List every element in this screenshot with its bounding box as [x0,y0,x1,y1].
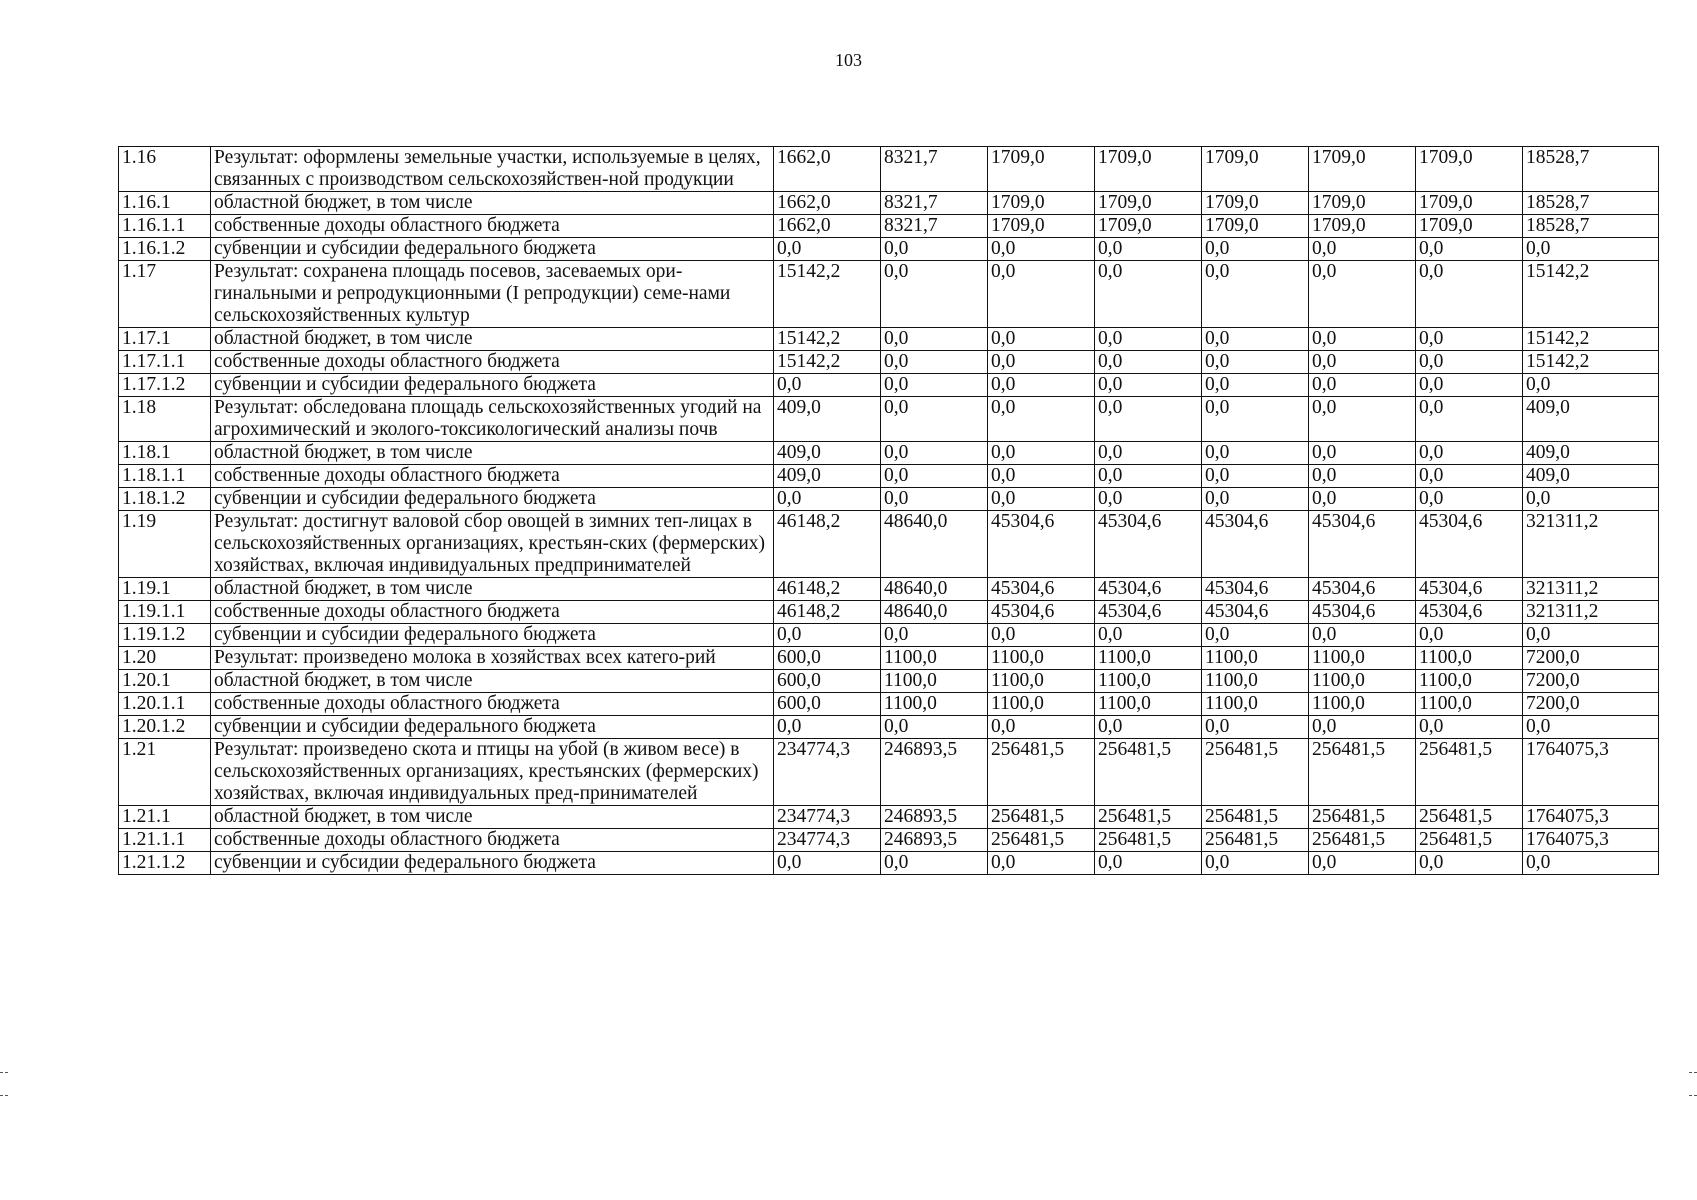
row-code-cell: 1.20 [119,647,211,670]
row-value-cell: 15142,2 [774,328,881,351]
row-value-cell: 45304,6 [1202,511,1309,578]
row-value-cell: 0,0 [774,238,881,261]
row-code-cell: 1.16.1.1 [119,215,211,238]
row-value-cell: 0,0 [1095,328,1202,351]
row-value-cell: 246893,5 [881,739,988,806]
row-total-cell: 321311,2 [1523,601,1659,624]
row-value-cell: 0,0 [881,351,988,374]
row-value-cell: 1100,0 [1202,670,1309,693]
row-total-cell: 7200,0 [1523,647,1659,670]
row-value-cell: 0,0 [774,716,881,739]
row-total-cell: 0,0 [1523,852,1659,875]
row-value-cell: 409,0 [774,465,881,488]
row-value-cell: 45304,6 [1416,511,1523,578]
row-description-cell: собственные доходы областного бюджета [211,829,774,852]
row-value-cell: 409,0 [774,397,881,442]
row-value-cell: 256481,5 [1202,829,1309,852]
row-value-cell: 0,0 [1416,261,1523,328]
row-value-cell: 256481,5 [1416,739,1523,806]
row-description-cell: собственные доходы областного бюджета [211,215,774,238]
row-value-cell: 1709,0 [1309,215,1416,238]
row-total-cell: 18528,7 [1523,147,1659,192]
row-description-cell: собственные доходы областного бюджета [211,465,774,488]
row-description-cell: субвенции и субсидии федерального бюджета [211,238,774,261]
row-value-cell: 1100,0 [1416,693,1523,716]
row-value-cell: 15142,2 [774,261,881,328]
row-description-cell: собственные доходы областного бюджета [211,693,774,716]
row-value-cell: 1100,0 [1202,693,1309,716]
row-value-cell: 45304,6 [988,578,1095,601]
row-total-cell: 409,0 [1523,397,1659,442]
row-total-cell: 15142,2 [1523,328,1659,351]
scan-edge-mark-left [0,1072,8,1096]
row-value-cell: 1100,0 [1309,647,1416,670]
row-value-cell: 46148,2 [774,601,881,624]
row-value-cell: 1100,0 [1095,693,1202,716]
row-code-cell: 1.17.1.1 [119,351,211,374]
row-value-cell: 0,0 [1095,374,1202,397]
table-row [119,601,1659,624]
table-row [119,739,1659,806]
row-value-cell: 600,0 [774,647,881,670]
table-row [119,488,1659,511]
table-row [119,647,1659,670]
row-value-cell: 256481,5 [1202,739,1309,806]
row-value-cell: 1662,0 [774,215,881,238]
row-value-cell: 1100,0 [1095,647,1202,670]
row-total-cell: 321311,2 [1523,578,1659,601]
row-value-cell: 1709,0 [988,147,1095,192]
row-value-cell: 45304,6 [1095,601,1202,624]
row-value-cell: 1100,0 [988,670,1095,693]
row-code-cell: 1.20.1.2 [119,716,211,739]
row-value-cell: 0,0 [881,442,988,465]
row-value-cell: 0,0 [1309,261,1416,328]
row-value-cell: 409,0 [774,442,881,465]
table-row [119,374,1659,397]
row-value-cell: 256481,5 [1309,739,1416,806]
row-value-cell: 256481,5 [1416,829,1523,852]
row-value-cell: 0,0 [1095,852,1202,875]
row-code-cell: 1.16.1.2 [119,238,211,261]
row-code-cell: 1.20.1 [119,670,211,693]
row-value-cell: 0,0 [1416,238,1523,261]
row-value-cell: 0,0 [988,351,1095,374]
row-code-cell: 1.21.1 [119,806,211,829]
row-value-cell: 0,0 [1416,488,1523,511]
row-value-cell: 0,0 [1309,488,1416,511]
row-total-cell: 0,0 [1523,716,1659,739]
row-value-cell: 0,0 [881,716,988,739]
row-value-cell: 0,0 [881,852,988,875]
row-value-cell: 0,0 [1095,397,1202,442]
budget-table [118,146,1659,875]
row-value-cell: 0,0 [881,397,988,442]
row-value-cell: 0,0 [1309,328,1416,351]
row-description-cell: Результат: оформлены земельные участки, используемые в целях, связанных с производством сельскохозяйствен-ной продукции [211,147,774,192]
table-row [119,215,1659,238]
row-value-cell: 46148,2 [774,511,881,578]
row-value-cell: 234774,3 [774,806,881,829]
row-value-cell: 256481,5 [1309,829,1416,852]
row-value-cell: 0,0 [881,328,988,351]
row-code-cell: 1.21.1.1 [119,829,211,852]
row-value-cell: 0,0 [988,442,1095,465]
row-value-cell: 1100,0 [1095,670,1202,693]
row-description-cell: субвенции и субсидии федерального бюджета [211,852,774,875]
row-value-cell: 1709,0 [1095,192,1202,215]
table-row [119,442,1659,465]
row-value-cell: 45304,6 [1095,511,1202,578]
row-total-cell: 15142,2 [1523,351,1659,374]
row-description-cell: субвенции и субсидии федерального бюджета [211,374,774,397]
row-value-cell: 1709,0 [988,215,1095,238]
budget-table-body [119,147,1659,875]
row-value-cell: 0,0 [1202,261,1309,328]
row-value-cell: 600,0 [774,670,881,693]
row-value-cell: 246893,5 [881,829,988,852]
table-row [119,238,1659,261]
row-value-cell: 0,0 [988,465,1095,488]
row-value-cell: 0,0 [1202,465,1309,488]
row-total-cell: 1764075,3 [1523,829,1659,852]
row-value-cell: 1100,0 [1416,647,1523,670]
row-value-cell: 0,0 [988,238,1095,261]
row-code-cell: 1.19.1.2 [119,624,211,647]
row-value-cell: 0,0 [1309,624,1416,647]
row-code-cell: 1.19 [119,511,211,578]
row-value-cell: 0,0 [1095,261,1202,328]
row-value-cell: 1709,0 [1309,147,1416,192]
table-row [119,192,1659,215]
row-value-cell: 1709,0 [988,192,1095,215]
row-value-cell: 0,0 [988,328,1095,351]
row-value-cell: 1709,0 [1309,192,1416,215]
row-value-cell: 256481,5 [1095,739,1202,806]
row-value-cell: 0,0 [1416,328,1523,351]
row-value-cell: 0,0 [774,374,881,397]
table-row [119,693,1659,716]
table-row [119,465,1659,488]
row-value-cell: 0,0 [1202,238,1309,261]
row-value-cell: 0,0 [1095,624,1202,647]
row-value-cell: 1709,0 [1416,215,1523,238]
row-value-cell: 0,0 [1416,465,1523,488]
row-value-cell: 0,0 [774,624,881,647]
row-value-cell: 0,0 [988,488,1095,511]
table-row [119,578,1659,601]
row-value-cell: 0,0 [881,624,988,647]
row-value-cell: 1709,0 [1095,147,1202,192]
row-value-cell: 0,0 [1202,351,1309,374]
row-code-cell: 1.16 [119,147,211,192]
row-code-cell: 1.17.1.2 [119,374,211,397]
row-value-cell: 246893,5 [881,806,988,829]
table-row [119,351,1659,374]
row-value-cell: 1100,0 [881,647,988,670]
row-value-cell: 1100,0 [1202,647,1309,670]
row-value-cell: 0,0 [1202,397,1309,442]
row-value-cell: 234774,3 [774,829,881,852]
row-value-cell: 48640,0 [881,511,988,578]
row-total-cell: 321311,2 [1523,511,1659,578]
row-value-cell: 0,0 [1309,397,1416,442]
row-value-cell: 1100,0 [881,670,988,693]
row-total-cell: 0,0 [1523,624,1659,647]
page-number: 103 [835,50,862,70]
row-value-cell: 0,0 [1202,328,1309,351]
row-value-cell: 48640,0 [881,578,988,601]
row-code-cell: 1.18 [119,397,211,442]
row-total-cell: 15142,2 [1523,261,1659,328]
row-value-cell: 256481,5 [1095,806,1202,829]
row-value-cell: 0,0 [988,624,1095,647]
row-value-cell: 0,0 [988,374,1095,397]
row-total-cell: 409,0 [1523,442,1659,465]
row-value-cell: 1100,0 [881,693,988,716]
row-value-cell: 0,0 [1309,374,1416,397]
row-value-cell: 0,0 [881,374,988,397]
row-value-cell: 1709,0 [1416,147,1523,192]
row-code-cell: 1.19.1 [119,578,211,601]
row-value-cell: 0,0 [1416,852,1523,875]
row-total-cell: 18528,7 [1523,215,1659,238]
table-row [119,328,1659,351]
row-value-cell: 1709,0 [1202,147,1309,192]
row-value-cell: 1709,0 [1202,215,1309,238]
row-value-cell: 1662,0 [774,147,881,192]
row-code-cell: 1.19.1.1 [119,601,211,624]
row-value-cell: 45304,6 [1095,578,1202,601]
table-row [119,670,1659,693]
row-value-cell: 0,0 [1202,716,1309,739]
table-row [119,261,1659,328]
row-value-cell: 0,0 [774,852,881,875]
row-value-cell: 256481,5 [988,829,1095,852]
row-value-cell: 45304,6 [1309,601,1416,624]
row-value-cell: 0,0 [881,465,988,488]
row-description-cell: областной бюджет, в том числе [211,328,774,351]
row-code-cell: 1.16.1 [119,192,211,215]
row-value-cell: 0,0 [1416,374,1523,397]
row-description-cell: областной бюджет, в том числе [211,442,774,465]
row-description-cell: собственные доходы областного бюджета [211,351,774,374]
row-value-cell: 45304,6 [1202,601,1309,624]
row-value-cell: 0,0 [1309,465,1416,488]
row-value-cell: 256481,5 [988,806,1095,829]
row-value-cell: 0,0 [1202,852,1309,875]
row-value-cell: 256481,5 [1095,829,1202,852]
row-value-cell: 0,0 [1095,442,1202,465]
row-total-cell: 409,0 [1523,465,1659,488]
row-value-cell: 0,0 [988,716,1095,739]
row-value-cell: 1100,0 [988,647,1095,670]
row-value-cell: 0,0 [1416,624,1523,647]
table-row [119,806,1659,829]
row-value-cell: 0,0 [881,238,988,261]
row-value-cell: 0,0 [1202,624,1309,647]
row-code-cell: 1.18.1.1 [119,465,211,488]
row-description-cell: субвенции и субсидии федерального бюджета [211,488,774,511]
row-value-cell: 0,0 [774,488,881,511]
row-description-cell: Результат: произведено скота и птицы на убой (в живом весе) в сельскохозяйственных организациях, крестьянских (фермерских) хозяйствах, включая индивидуальных пред-принимателей [211,739,774,806]
row-description-cell: областной бюджет, в том числе [211,192,774,215]
row-value-cell: 45304,6 [1309,511,1416,578]
row-value-cell: 0,0 [1309,238,1416,261]
row-code-cell: 1.17 [119,261,211,328]
row-code-cell: 1.18.1.2 [119,488,211,511]
row-description-cell: областной бюджет, в том числе [211,806,774,829]
row-value-cell: 0,0 [988,261,1095,328]
row-value-cell: 0,0 [1202,488,1309,511]
row-value-cell: 0,0 [1416,351,1523,374]
row-value-cell: 0,0 [1095,465,1202,488]
row-value-cell: 1709,0 [1202,192,1309,215]
row-value-cell: 45304,6 [1416,601,1523,624]
row-description-cell: собственные доходы областного бюджета [211,601,774,624]
table-row [119,511,1659,578]
row-value-cell: 0,0 [1416,397,1523,442]
row-description-cell: Результат: достигнут валовой сбор овощей в зимних теп-лицах в сельскохозяйственных организациях, крестьян-ских (фермерских) хозяйствах, включая индивидуальных предпринимателей [211,511,774,578]
row-total-cell: 0,0 [1523,374,1659,397]
row-description-cell: Результат: обследована площадь сельскохозяйственных угодий на агрохимический и эколого-токсикологический анализы почв [211,397,774,442]
row-value-cell: 0,0 [1309,351,1416,374]
row-total-cell: 7200,0 [1523,693,1659,716]
row-value-cell: 0,0 [1095,238,1202,261]
row-value-cell: 1100,0 [1416,670,1523,693]
row-value-cell: 0,0 [1416,716,1523,739]
row-description-cell: субвенции и субсидии федерального бюджета [211,624,774,647]
table-row [119,147,1659,192]
row-value-cell: 1662,0 [774,192,881,215]
table-row [119,716,1659,739]
row-value-cell: 0,0 [1095,351,1202,374]
row-value-cell: 45304,6 [988,511,1095,578]
row-total-cell: 0,0 [1523,488,1659,511]
row-description-cell: Результат: произведено молока в хозяйствах всех катего-рий [211,647,774,670]
row-value-cell: 0,0 [988,852,1095,875]
row-value-cell: 15142,2 [774,351,881,374]
row-code-cell: 1.17.1 [119,328,211,351]
row-value-cell: 45304,6 [1416,578,1523,601]
row-value-cell: 0,0 [1202,442,1309,465]
row-value-cell: 46148,2 [774,578,881,601]
table-row [119,852,1659,875]
row-code-cell: 1.18.1 [119,442,211,465]
table-row [119,397,1659,442]
row-description-cell: областной бюджет, в том числе [211,578,774,601]
row-value-cell: 8321,7 [881,192,988,215]
row-value-cell: 8321,7 [881,147,988,192]
row-code-cell: 1.21.1.2 [119,852,211,875]
row-code-cell: 1.20.1.1 [119,693,211,716]
row-value-cell: 0,0 [1309,852,1416,875]
row-value-cell: 1709,0 [1095,215,1202,238]
row-value-cell: 0,0 [1095,716,1202,739]
row-description-cell: областной бюджет, в том числе [211,670,774,693]
row-value-cell: 0,0 [988,397,1095,442]
row-value-cell: 234774,3 [774,739,881,806]
table-row [119,624,1659,647]
row-code-cell: 1.21 [119,739,211,806]
row-value-cell: 1100,0 [1309,693,1416,716]
row-total-cell: 7200,0 [1523,670,1659,693]
row-description-cell: Результат: сохранена площадь посевов, засеваемых ори-гинальными и репродукционными (I репродукции) семе-нами сельскохозяйственных культур [211,261,774,328]
row-value-cell: 256481,5 [988,739,1095,806]
row-value-cell: 0,0 [1095,488,1202,511]
row-total-cell: 18528,7 [1523,192,1659,215]
table-row [119,829,1659,852]
row-value-cell: 600,0 [774,693,881,716]
row-value-cell: 0,0 [881,261,988,328]
row-value-cell: 0,0 [881,488,988,511]
row-value-cell: 8321,7 [881,215,988,238]
row-value-cell: 48640,0 [881,601,988,624]
row-value-cell: 256481,5 [1309,806,1416,829]
scan-edge-mark-right [1689,1072,1697,1096]
row-value-cell: 1100,0 [988,693,1095,716]
row-value-cell: 256481,5 [1202,806,1309,829]
row-value-cell: 0,0 [1309,442,1416,465]
row-description-cell: субвенции и субсидии федерального бюджета [211,716,774,739]
row-value-cell: 1100,0 [1309,670,1416,693]
row-total-cell: 1764075,3 [1523,739,1659,806]
row-value-cell: 0,0 [1202,374,1309,397]
row-value-cell: 0,0 [1416,442,1523,465]
row-value-cell: 45304,6 [988,601,1095,624]
row-value-cell: 256481,5 [1416,806,1523,829]
row-total-cell: 1764075,3 [1523,806,1659,829]
row-value-cell: 45304,6 [1202,578,1309,601]
row-value-cell: 0,0 [1309,716,1416,739]
row-value-cell: 45304,6 [1309,578,1416,601]
row-value-cell: 1709,0 [1416,192,1523,215]
row-total-cell: 0,0 [1523,238,1659,261]
